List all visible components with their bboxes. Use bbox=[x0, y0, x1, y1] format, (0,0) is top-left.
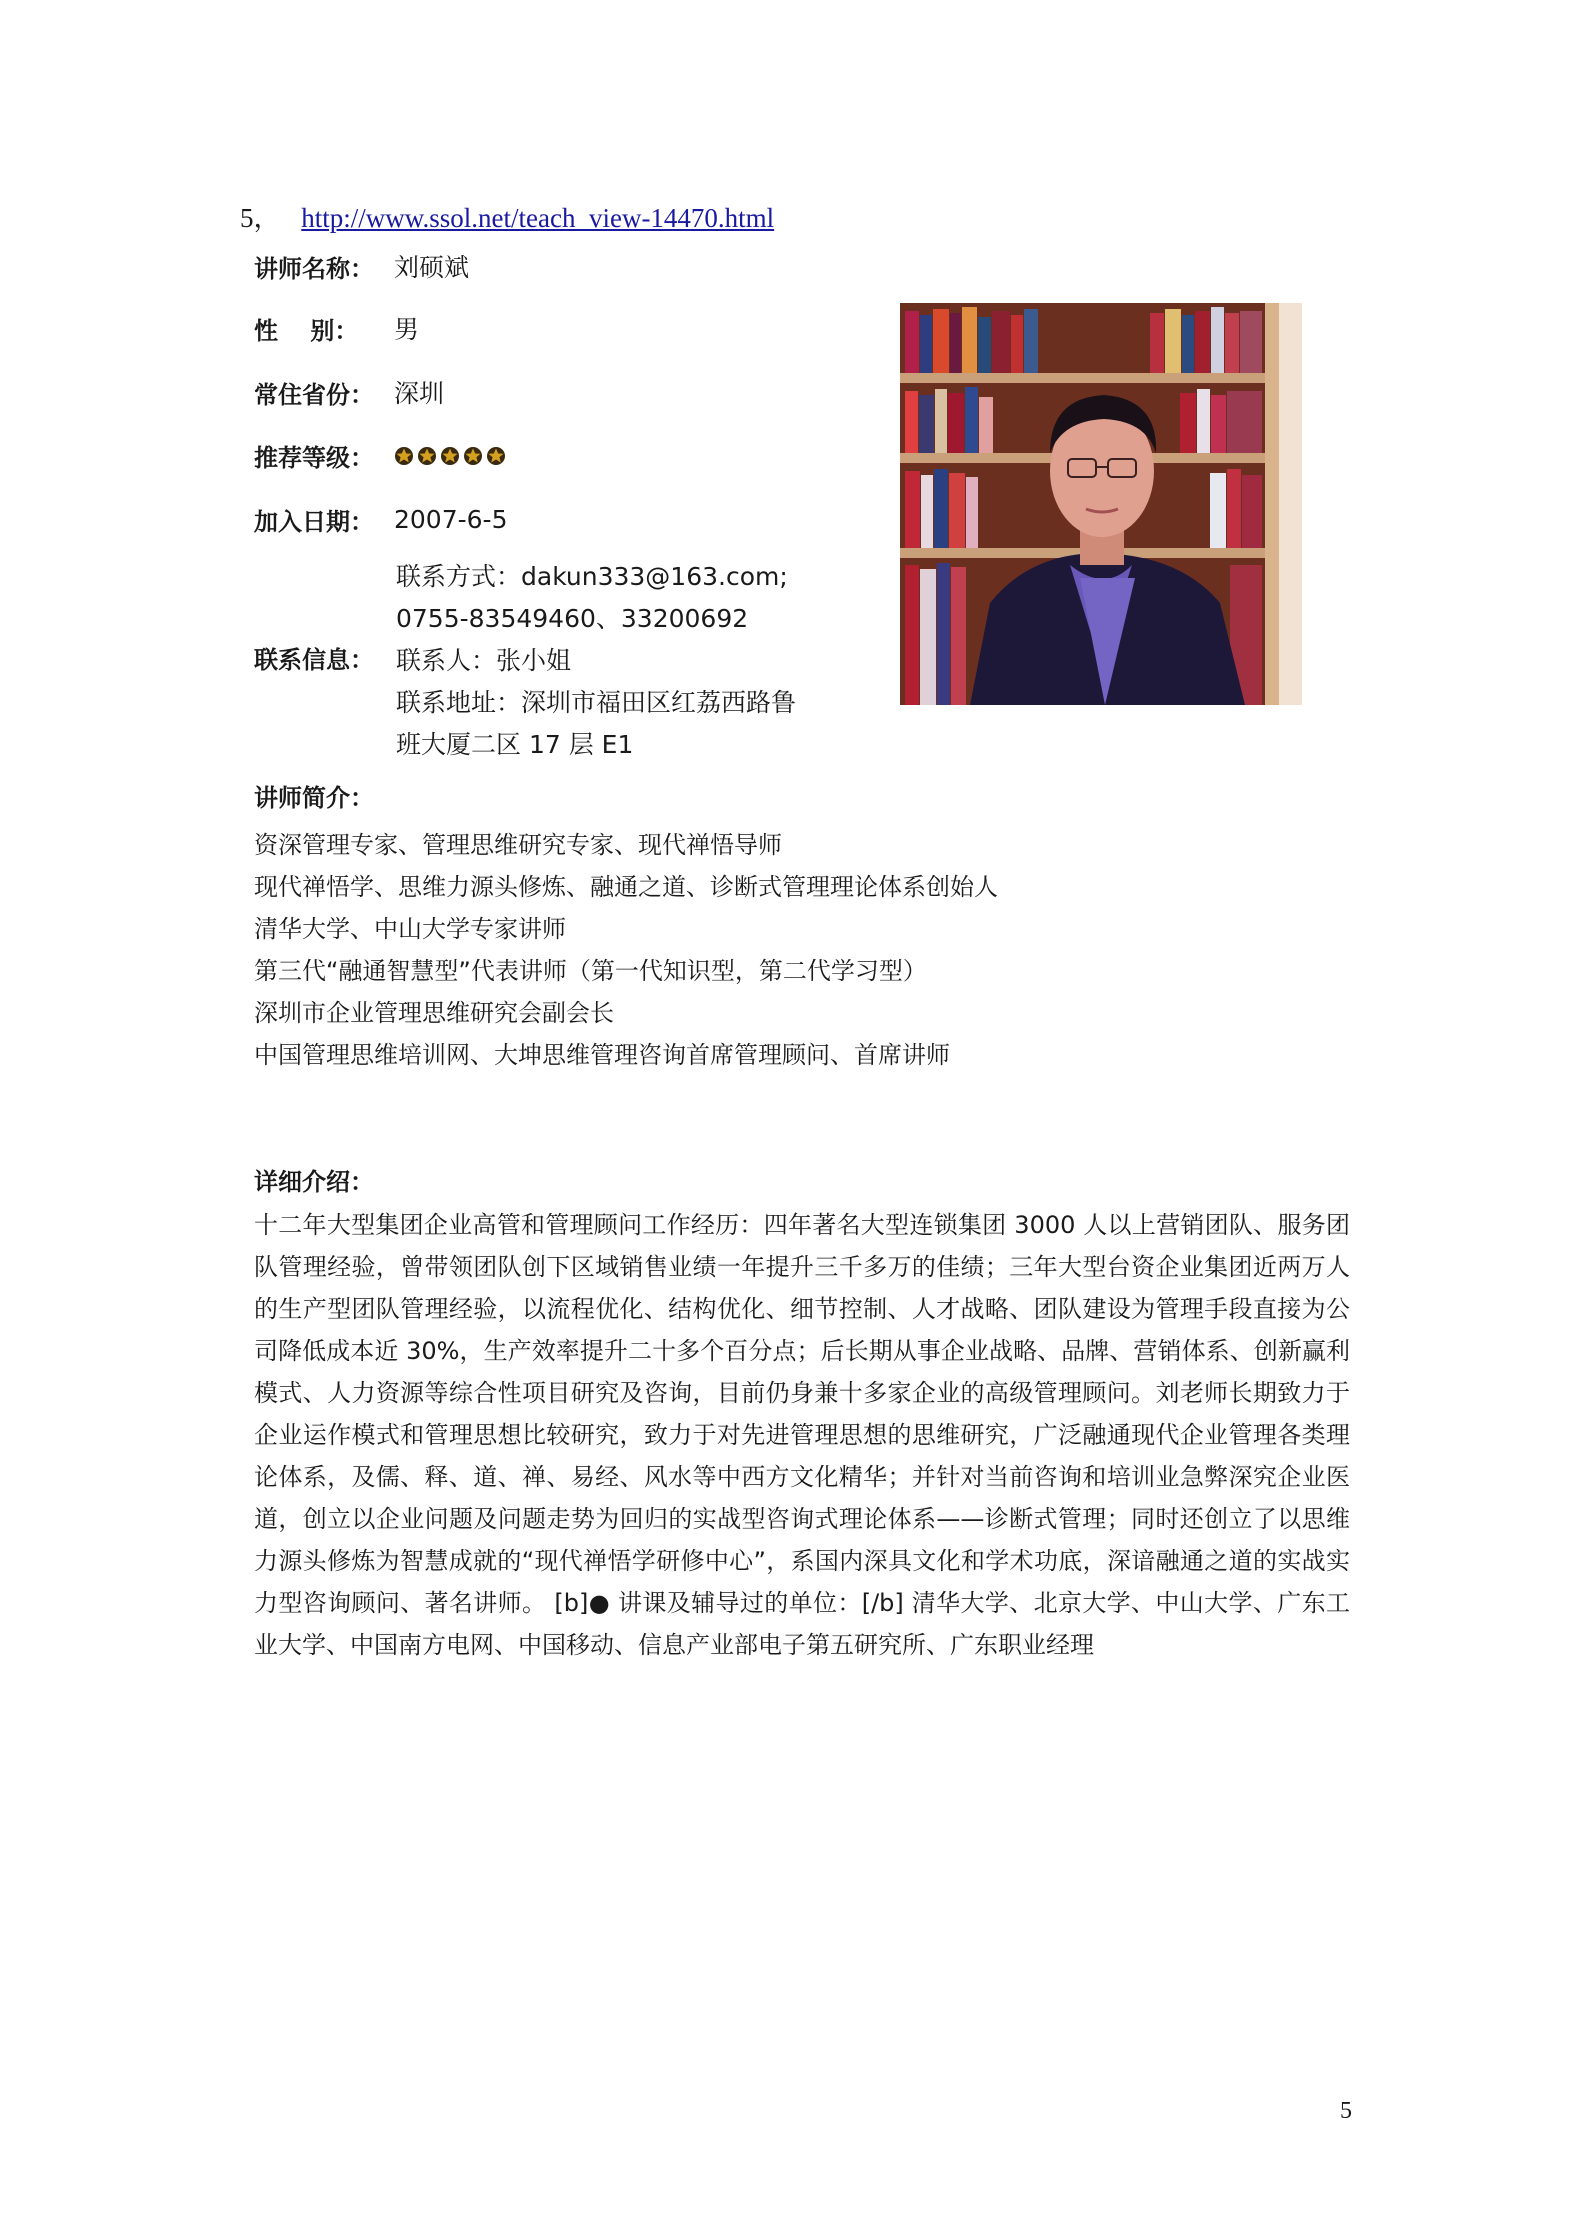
star-icon bbox=[463, 446, 483, 466]
intro-line: 中国管理思维培训网、大坤思维管理咨询首席管理顾问、首席讲师 bbox=[254, 1041, 950, 1069]
rating-row bbox=[254, 438, 506, 473]
contact-line: 0755-83549460、33200692 bbox=[396, 604, 749, 633]
contact-line: 联系人：张小姐 bbox=[396, 646, 572, 675]
contact-line: 班大厦二区 17 层 E1 bbox=[396, 730, 634, 759]
intro-list bbox=[254, 824, 998, 1076]
star-icon bbox=[440, 446, 460, 466]
name-row bbox=[254, 248, 469, 284]
star-icon bbox=[417, 446, 437, 466]
gender-label: 性 别： bbox=[254, 316, 359, 345]
gender-row bbox=[254, 310, 419, 346]
entry-number: 5， bbox=[240, 203, 281, 233]
detail-title: 详细介绍： bbox=[254, 1168, 374, 1196]
contact-line: 联系地址：深圳市福田区红荔西路鲁 bbox=[396, 688, 797, 717]
intro-line: 清华大学、中山大学专家讲师 bbox=[254, 915, 566, 943]
star-icon bbox=[486, 446, 506, 466]
intro-title: 讲师简介： bbox=[254, 784, 374, 812]
page-number: 5 bbox=[1340, 2098, 1352, 2124]
intro-line: 资深管理专家、管理思维研究专家、现代禅悟导师 bbox=[254, 831, 782, 859]
intro-line: 深圳市企业管理思维研究会副会长 bbox=[254, 999, 614, 1027]
joined-label: 加入日期： bbox=[254, 508, 374, 536]
province-row bbox=[254, 374, 444, 410]
gender-value: 男 bbox=[394, 315, 420, 344]
province-label: 常住省份： bbox=[254, 380, 374, 409]
teacher-photo bbox=[900, 303, 1302, 705]
name-label: 讲师名称： bbox=[254, 254, 374, 283]
contact-line: 联系方式：dakun333@163.com; bbox=[396, 562, 788, 591]
entry-link-line bbox=[240, 196, 774, 235]
joined-value: 2007-6-5 bbox=[394, 505, 508, 534]
contact-info bbox=[396, 556, 856, 766]
rating-stars bbox=[394, 446, 506, 466]
intro-line: 第三代“融通智慧型”代表讲师（第一代知识型，第二代学习型） bbox=[254, 957, 927, 985]
name-value: 刘硕斌 bbox=[394, 253, 470, 282]
contact-label: 联系信息： bbox=[254, 646, 374, 674]
star-icon bbox=[394, 446, 414, 466]
rating-label: 推荐等级： bbox=[254, 444, 374, 472]
detail-text: 十二年大型集团企业高管和管理顾问工作经历：四年著名大型连锁集团 3000 人以上营销团队、服务团队管理经验，曾带领团队创下区域销售业绩一年提升三千多万的佳绩；三年大型台资企业集团近两万人的生产型团队管理经验，以流程优化、结构优化、细节控制、人才战略、团队建设为管理手段直接为公司降低成本近 30%，生产效率提升二十多个百分点；后长期从事企业战略、品牌、营销体系、创新赢利模式、人力资源等综合性项目研究及咨询，目前仍身兼十多家企业的高级管理顾问。刘老师长期致力于企业运作模式和管理思想比较研究，致力于对先进管理思想的思维研究，广泛融通现代企业管理各类理论体系，及儒、释、道、禅、易经、风水等中西方文化精华；并针对当前咨询和培训业急弊深究企业医道，创立以企业问题及问题走势为回归的实战型咨询式理论体系——诊断式管理；同时还创立了以思维力源头修炼为智慧成就的“现代禅悟学研修中心”，系国内深具文化和学术功底，深谙融通之道的实战实力型咨询顾问、著名讲师。 [b]● 讲课及辅导过的单位：[/b] 清华大学、北京大学、中山大学、广东工业大学、中国南方电网、中国移动、信息产业部电子第五研究所、广东职业经理 bbox=[254, 1211, 1350, 1659]
teacher-profile-link[interactable]: http://www.ssol.net/teach_view-14470.html bbox=[301, 203, 775, 233]
intro-line: 现代禅悟学、思维力源头修炼、融通之道、诊断式管理理论体系创始人 bbox=[254, 873, 998, 901]
joined-row bbox=[254, 502, 507, 537]
province-value: 深圳 bbox=[394, 379, 445, 408]
